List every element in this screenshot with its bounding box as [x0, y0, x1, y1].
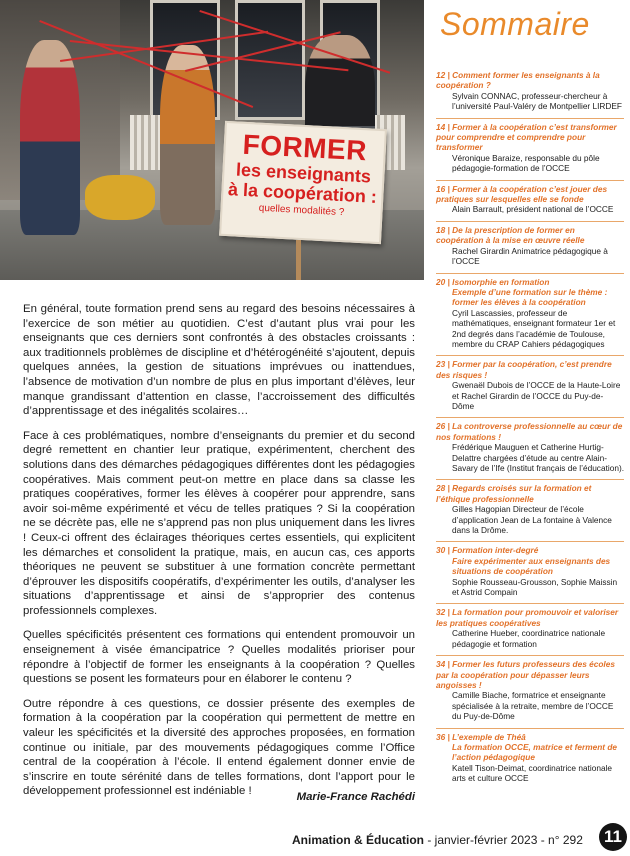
toc-title-text: Former par la coopération, c’est prendre des risques !	[436, 359, 612, 380]
toc-entry-author: Gwenaël Dubois de l’OCCE de la Haute-Loire et Rachel Girardin de l’OCCE du Puy-de-Dôme	[452, 380, 621, 411]
toc-entry[interactable]	[436, 221, 624, 273]
sign-line: quelles modalités ?	[258, 202, 345, 219]
toc-page-number: 18	[436, 224, 446, 235]
toc-entry-title: 28 | Regards croisés sur la formation et l’éthique professionnelle	[436, 483, 592, 504]
toc-page-number: 36	[436, 731, 446, 742]
page-footer	[292, 833, 583, 847]
toc-title-text: Former à la coopération c’est jouer des pratiques sur lesquelles elle se fonde	[436, 183, 608, 205]
toc-entry-author: Alain Barrault, président national de l’OCCE	[452, 204, 614, 215]
toc-entry-title: 34 | Former les futurs professeurs des écoles par la coopération pour dépasser leurs angoisses !	[436, 659, 615, 690]
toc-title-text: L’exemple de Théâ	[452, 731, 526, 742]
toc-title-text: La formation pour promouvoir et valoriser les pratiques coopératives	[436, 607, 619, 628]
toc-page-number: 14	[436, 121, 446, 132]
toc-title-text: Formation inter-degré	[452, 545, 539, 556]
toc-entry[interactable]	[436, 70, 624, 118]
toc-entry[interactable]	[436, 355, 624, 417]
toc-entry-title: 32 | La formation pour promouvoir et valoriser les pratiques coopératives	[436, 607, 619, 628]
toc-entry[interactable]	[436, 273, 624, 356]
issue-info: - janvier-février 2023 - n° 292	[424, 833, 583, 847]
toc-page-number: 26	[436, 421, 446, 432]
toc-entry[interactable]	[436, 655, 624, 727]
toc-page-number: 28	[436, 483, 446, 494]
author-signature: Marie-France Rachédi	[296, 791, 415, 803]
toc-title-text: Regards croisés sur la formation et l’éthique professionnelle	[436, 483, 592, 504]
toc-entry-author: Catherine Hueber, coordinatrice nationale pédagogie et formation	[452, 628, 606, 649]
toc-entry-title: 18 | De la prescription de former en coopération à la mise en œuvre réelle	[436, 224, 585, 246]
toc-title-text: Comment former les enseignants à la coopération ?	[436, 70, 600, 91]
toc-title-text: La controverse professionnelle au cœur de nos formations !	[436, 421, 623, 442]
toc-page-number: 23	[436, 359, 446, 370]
toc-entry-author: Katell Tison-Deimat, coordinatrice nationale arts et culture OCCE	[452, 762, 613, 784]
toc-entry-author: Véronique Baraize, responsable du pôle pédagogie-formation de l’OCCE	[452, 152, 600, 174]
sign-line: à la coopération :	[227, 179, 378, 207]
article-paragraph: Outre répondre à ces questions, ce dossier présente des exemples de formation à la coopération par la coopération qui permettent de mettre en valeur les spécificités et la diversité des approches proposées, en formation continue ou initiale, par des mouvements pédagogiques comme l’Office central de la coopération à l’école. Il entend également donner envie de s’inscrire en toute sérénité dans de telles formations, dont l’apport pour le développement professionnel est indéniable !	[23, 697, 415, 798]
toc-entry-author: Rachel Girardin Animatrice pédagogique à l’OCCE	[452, 245, 608, 267]
toc-title-text: Former à la coopération c’est transformer pour comprendre et comprendre pour transformer	[436, 121, 617, 153]
toc-page-number: 30	[436, 545, 446, 556]
toc-title-text: Former les futurs professeurs des écoles par la coopération pour dépasser leurs angoisses !	[436, 659, 615, 690]
toc-entry-author: Frédérique Mauguen et Catherine Hurtig-Delattre chargées d’étude au centre Alain-Savary de l’Ife (Institut français de l’éducation).	[452, 442, 625, 473]
toc-entry-title: 16 | Former à la coopération c’est jouer des pratiques sur lesquelles elle se fonde	[436, 183, 608, 205]
toc-entry-author: Gilles Hagopian Directeur de l’école d’application Jean de La fontaine à Valence dans la Drôme.	[452, 504, 612, 536]
toc-entry-author: Sophie Rousseau-Grousson, Sophie Maissin et Astrid Compain	[452, 576, 618, 598]
toc-entry-title: 30 | Formation inter-degré	[436, 545, 539, 556]
article-paragraph: En général, toute formation prend sens au regard des besoins nécessaires à l’exercice de son métier au quotidien. C’est d’autant plus vrai pour les enseignants que ces derniers sont confrontés à des obstacles croissants : aux traditionnels problèmes de discipline et d’hétérogénéité s’ajoutent, depuis quelques années, la gestion de situations imprévues ou inattendues, l’absence de motivation d’un nombre de plus en plus important d’élèves, leur manque grandissant d’attention en classe, l’accroissement des difficultés d’apprentissage et des inégalités scolaires…	[23, 303, 415, 418]
toc-page-number: 16	[436, 183, 446, 194]
toc-entry-title: 14 | Former à la coopération c’est transformer pour comprendre et comprendre pour transformer	[436, 121, 617, 153]
table-of-contents	[436, 70, 624, 790]
cover-photo	[0, 0, 424, 280]
toc-entry[interactable]	[436, 479, 624, 541]
article-paragraph: Face à ces problématiques, nombre d’enseignants du premier et du second degré remettent en chantier leur pratique, expérimentent, cherchent des solutions dans des démarches pédagogiques différentes dont les pédagogies coopératives. Mais comment peut-on mettre en place dans sa classe les pratiques coopératives, former les élèves à coopérer pour apprendre, sans avoir soi-même expérimenté et vécu de telles pratiques ? Si la coopération ne se décrète pas, elle ne s’apprend pas non plus uniquement dans les livres ! Ceux-ci offrent des éclairages théoriques certes essentiels, qui explicitent les démarches et consolident la pratique, mais, en aucun cas, ces apports théoriques ne peuvent se substituer à une formation concrète permettant d’éprouver les dispositifs coopératifs, d’expérimenter les outils, d’analyser les situations d’apprentissage et ainsi de s’approprier des contenus professionnels complexes.	[23, 429, 415, 617]
toc-entry[interactable]	[436, 417, 624, 479]
sommaire-title: Sommaire	[440, 6, 590, 42]
toc-entry[interactable]	[436, 541, 624, 603]
toc-page-number: 12	[436, 70, 446, 80]
page-number-badge: 11	[599, 823, 627, 851]
toc-entry-subtitle: Faire expérimenter aux enseignants des situations de coopération	[452, 555, 611, 577]
toc-entry-author: Cyril Lascassies, professeur de mathématiques, enseignant formateur 1er et 2nd degrés dans l’académie de Toulouse, membre du CRAP Cahiers pédagogiques	[452, 307, 616, 349]
toc-entry[interactable]	[436, 728, 624, 790]
article-body	[23, 302, 415, 809]
toc-title-text: De la prescription de former en coopération à la mise en œuvre réelle	[436, 224, 585, 246]
magazine-name: Animation & Éducation	[292, 833, 424, 847]
toc-entry[interactable]	[436, 180, 624, 221]
article-paragraph: Quelles spécificités présentent ces formations qui entendent promouvoir un enseignement à visée émancipatrice ? Quelles modalités prioriser pour répondre à l’objectif de former les enseignants à la coopération ? Quelles questions se posent les formateurs pour en élaborer le contenu ?	[23, 629, 415, 686]
protest-sign	[219, 121, 387, 244]
toc-entry[interactable]	[436, 603, 624, 655]
toc-entry-title: 23 | Former par la coopération, c’est prendre des risques !	[436, 359, 612, 380]
toc-entry[interactable]	[436, 118, 624, 180]
sign-line: FORMER	[241, 128, 368, 167]
toc-page-number: 20	[436, 276, 446, 287]
toc-entry-author: Camille Biache, formatrice et enseignante spécialisée à la retraite, membre de l’OCCE du Puy-de-Dôme	[452, 690, 614, 722]
toc-entry-author: Sylvain CONNAC, professeur-chercheur à l’université Paul-Valéry de Montpellier LIRDEF	[452, 90, 623, 112]
toc-entry-subtitle: La formation OCCE, matrice et ferment de l’action pédagogique	[452, 741, 618, 763]
toc-entry-title: 20 | Isomorphie en formation	[436, 276, 550, 287]
toc-title-text: Isomorphie en formation	[452, 276, 550, 287]
toc-page-number: 34	[436, 659, 446, 670]
toc-page-number: 32	[436, 607, 446, 618]
toc-entry-subtitle: Exemple d’une formation sur le thème : former les élèves à la coopération	[452, 286, 608, 308]
sign-line: les enseignants	[235, 159, 372, 187]
participant-figure	[20, 40, 80, 235]
toc-entry-title: 36 | L’exemple de Théâ	[436, 731, 526, 742]
toc-entry-title: 26 | La controverse professionnelle au cœur de nos formations !	[436, 421, 623, 442]
toc-entry-title: 12 | Comment former les enseignants à la coopération ?	[436, 70, 600, 91]
